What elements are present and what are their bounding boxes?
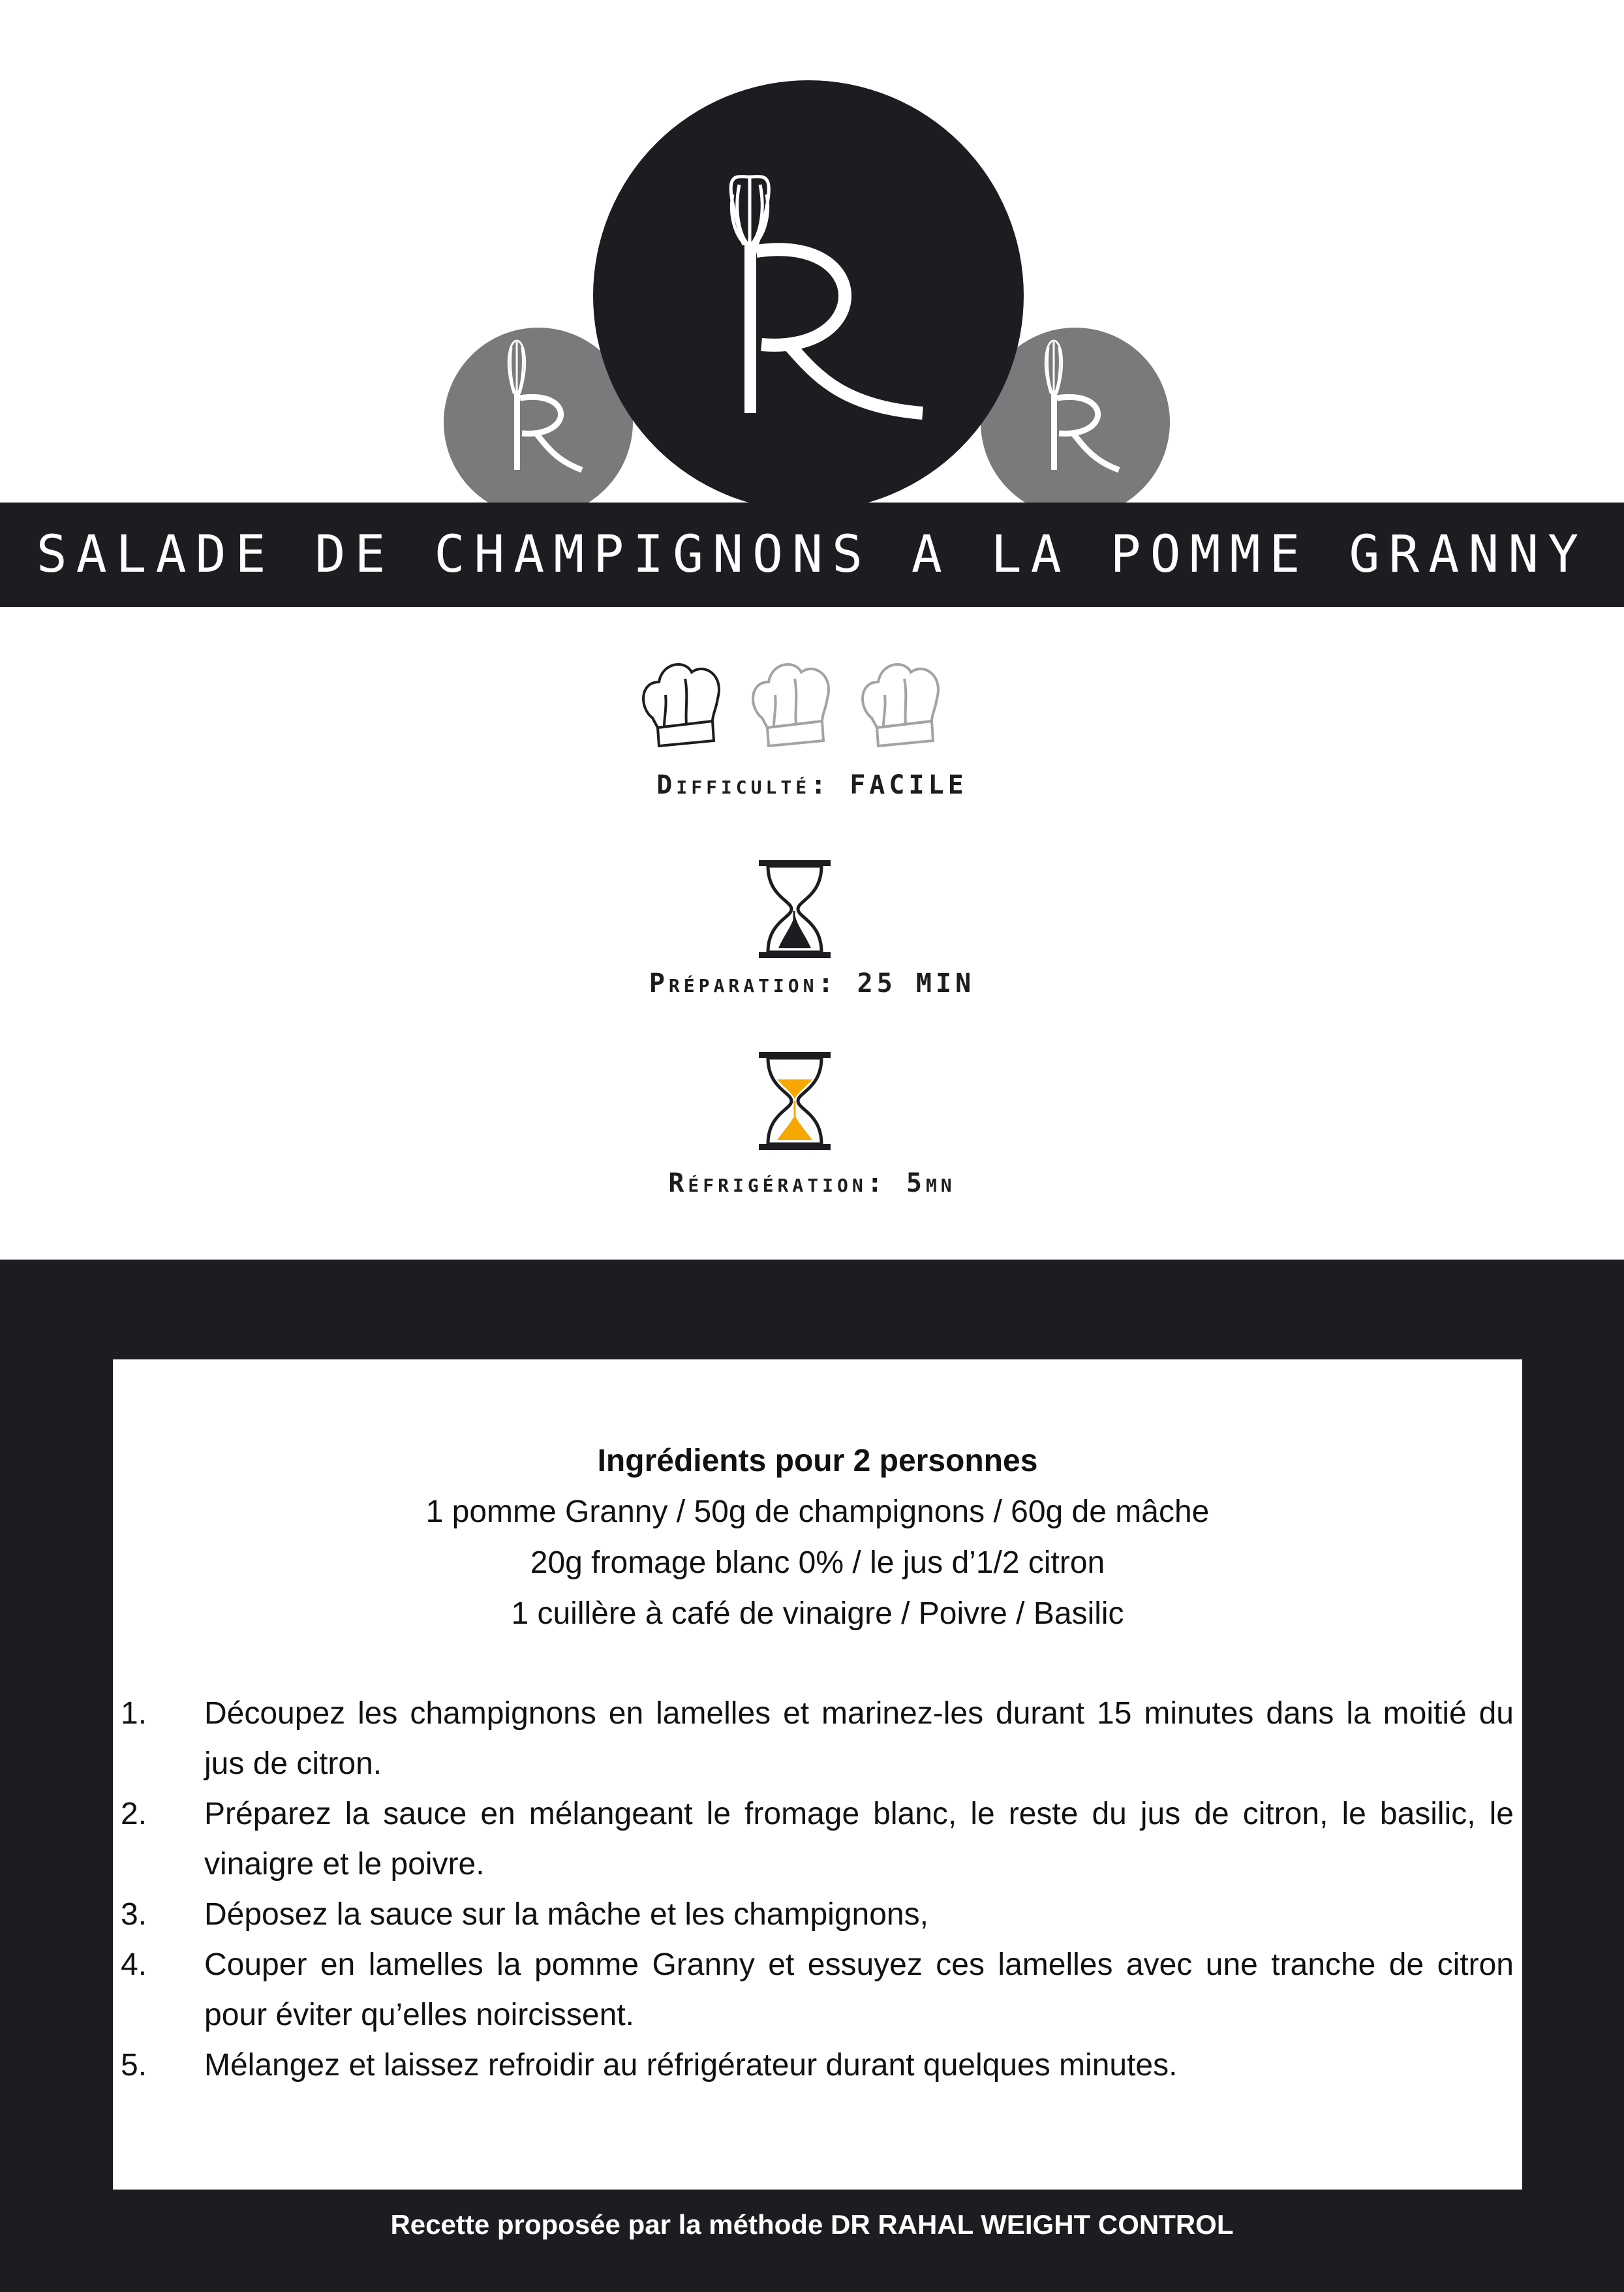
step-text: Préparez la sauce en mélangeant le fromage blanc, le reste du jus de citron, le basilic, le vinaigre et le poivre. bbox=[204, 1797, 1514, 1882]
step-number: 3. bbox=[121, 1897, 147, 1932]
step-number: 5. bbox=[121, 2048, 147, 2083]
step-text: Mélangez et laissez refroidir au réfrigérateur durant quelques minutes. bbox=[204, 2048, 1178, 2083]
refrigeration-label: Réfrigération: 5mn bbox=[668, 1168, 956, 1198]
ingredient-line: 20g fromage blanc 0% / le jus d’1/2 citron bbox=[530, 1545, 1105, 1580]
chef-hat-icon bbox=[639, 656, 728, 747]
step-number: 1. bbox=[121, 1696, 147, 1731]
ingredient-line: 1 cuillère à café de vinaigre / Poivre / Basilic bbox=[511, 1596, 1124, 1631]
hourglass-icon bbox=[759, 860, 831, 958]
recipe-card bbox=[113, 1359, 1522, 2190]
ingredient-line: 1 pomme Granny / 50g de champignons / 60g de mâche bbox=[425, 1494, 1210, 1529]
step-text: Couper en lamelles la pomme Granny et essuyez ces lamelles avec une tranche de citron pour éviter qu’elles noircissent. bbox=[204, 1947, 1514, 2032]
preparation-hourglass bbox=[759, 860, 831, 961]
recipe-title: SALADE DE CHAMPIGNONS A LA POMME GRANNY bbox=[36, 525, 1588, 584]
step-text: Découpez les champignons en lamelles et marinez-les durant 15 minutes dans la moitié du jus de citron. bbox=[204, 1696, 1514, 1781]
title-band bbox=[0, 503, 1624, 607]
chef-hat-icon bbox=[859, 656, 947, 747]
step-item bbox=[121, 1940, 1514, 2040]
step-item bbox=[121, 2040, 1514, 2090]
step-number: 2. bbox=[121, 1797, 147, 1831]
difficulty-rating bbox=[639, 656, 947, 750]
step-item bbox=[121, 1688, 1514, 1789]
difficulty-label: Difficulté: FACILE bbox=[656, 770, 968, 800]
whisk-icon bbox=[593, 80, 1024, 511]
step-text: Déposez la sauce sur la mâche et les champignons, bbox=[204, 1897, 928, 1932]
step-item bbox=[121, 1789, 1514, 1889]
preparation-label: Préparation: 25 MIN bbox=[649, 968, 975, 999]
chef-hat-icon bbox=[749, 656, 837, 747]
ingredients-title: Ingrédients pour 2 personnes bbox=[597, 1444, 1038, 1478]
logo-large bbox=[593, 80, 1024, 511]
refrigeration-hourglass bbox=[759, 1052, 831, 1153]
footer-credit: Recette proposée par la méthode DR RAHAL WEIGHT CONTROL bbox=[390, 2209, 1234, 2240]
step-number: 4. bbox=[121, 1947, 147, 1982]
step-item bbox=[121, 1889, 1514, 1940]
hourglass-icon bbox=[759, 1052, 831, 1150]
steps-list bbox=[121, 1688, 1514, 2090]
